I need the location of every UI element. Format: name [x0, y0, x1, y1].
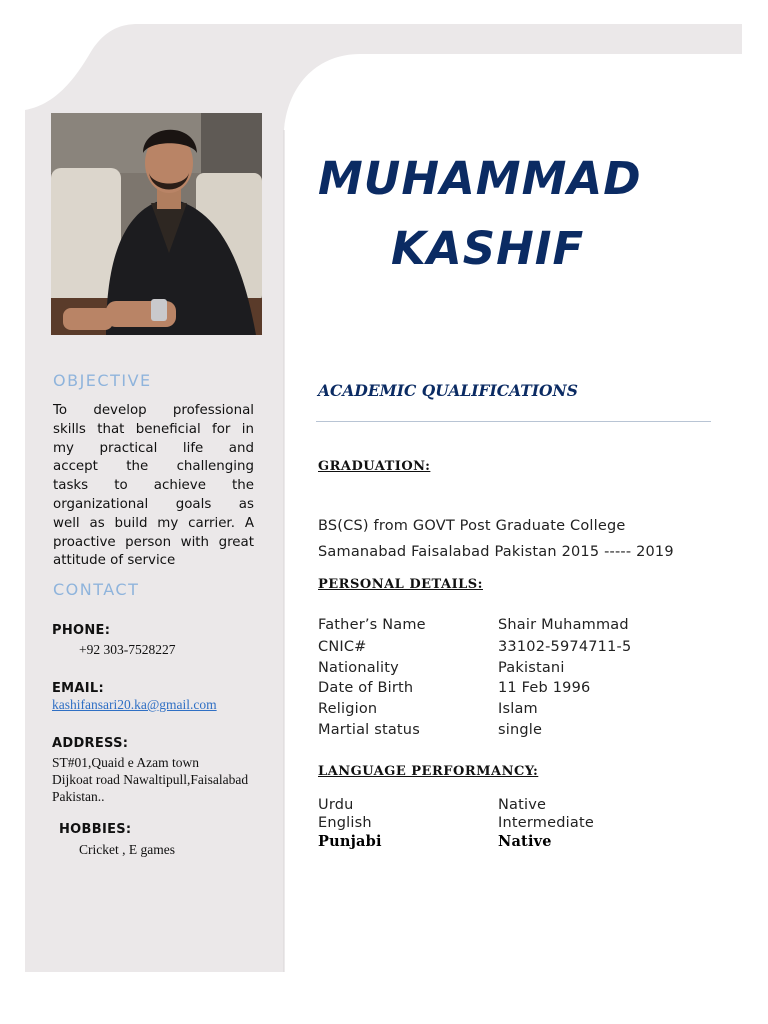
name-last: KASHIF	[391, 222, 585, 275]
address-line: Pakistan..	[52, 789, 105, 804]
language-level: Native	[498, 797, 547, 813]
name-first: MUHAMMAD	[318, 152, 642, 205]
email-label: EMAIL:	[52, 681, 104, 696]
objective-text	[53, 402, 254, 571]
detail-value: Islam	[498, 701, 538, 717]
graduation-heading: GRADUATION:	[318, 459, 431, 474]
language-name: Punjabi	[318, 833, 382, 850]
objective-line: tasks to achieve the	[53, 478, 254, 494]
objective-line: attitude of service	[53, 553, 176, 569]
academic-heading: ACADEMIC QUALIFICATIONS	[318, 381, 578, 400]
personal-details-heading: PERSONAL DETAILS:	[318, 577, 483, 592]
address-line: ST#01,Quaid e Azam town	[52, 755, 199, 770]
objective-line: accept the challenging	[53, 459, 254, 475]
detail-value: Pakistani	[498, 660, 565, 676]
contact-heading: CONTACT	[53, 580, 140, 599]
detail-label: Religion	[318, 701, 378, 717]
language-name: English	[318, 815, 372, 831]
detail-label: CNIC#	[318, 639, 367, 655]
objective-line: proactive person with great	[53, 534, 254, 550]
phone-value: +92 303-7528227	[79, 642, 176, 657]
phone-label: PHONE:	[52, 623, 111, 638]
objective-line: my practical life and	[53, 440, 254, 456]
graduation-line: Samanabad Faisalabad Pakistan 2015 ----- 2019	[318, 544, 674, 560]
detail-value: Shair Muhammad	[498, 617, 629, 633]
objective-line: To develop professional	[53, 403, 254, 418]
detail-value: single	[498, 722, 543, 738]
hobbies-value: Cricket , E games	[79, 842, 175, 857]
hobbies-label: HOBBIES:	[59, 822, 132, 837]
objective-line: skills that beneficial for in	[53, 421, 254, 437]
objective-line: well as build my carrier. A	[53, 515, 254, 531]
objective-line: organizational goals as	[53, 496, 254, 512]
section-divider	[316, 421, 711, 422]
profile-photo	[51, 113, 262, 335]
email-link[interactable]: kashifansari20.ka@gmail.com	[52, 697, 217, 712]
objective-heading: OBJECTIVE	[53, 371, 152, 390]
address-label: ADDRESS:	[52, 736, 129, 751]
detail-label: Martial status	[318, 722, 420, 738]
detail-value: 33102-5974711-5	[498, 639, 632, 655]
language-level: Intermediate	[498, 815, 594, 831]
detail-label: Father’s Name	[318, 617, 426, 633]
detail-value: 11 Feb 1996	[498, 680, 591, 696]
language-level: Native	[498, 833, 552, 850]
language-name: Urdu	[318, 797, 354, 813]
language-heading: LANGUAGE PERFORMANCY:	[318, 764, 539, 779]
detail-label: Nationality	[318, 660, 399, 676]
detail-label: Date of Birth	[318, 680, 414, 696]
graduation-line: BS(CS) from GOVT Post Graduate College	[318, 518, 626, 534]
address-line: Dijkoat road Nawaltipull,Faisalabad	[52, 772, 249, 787]
